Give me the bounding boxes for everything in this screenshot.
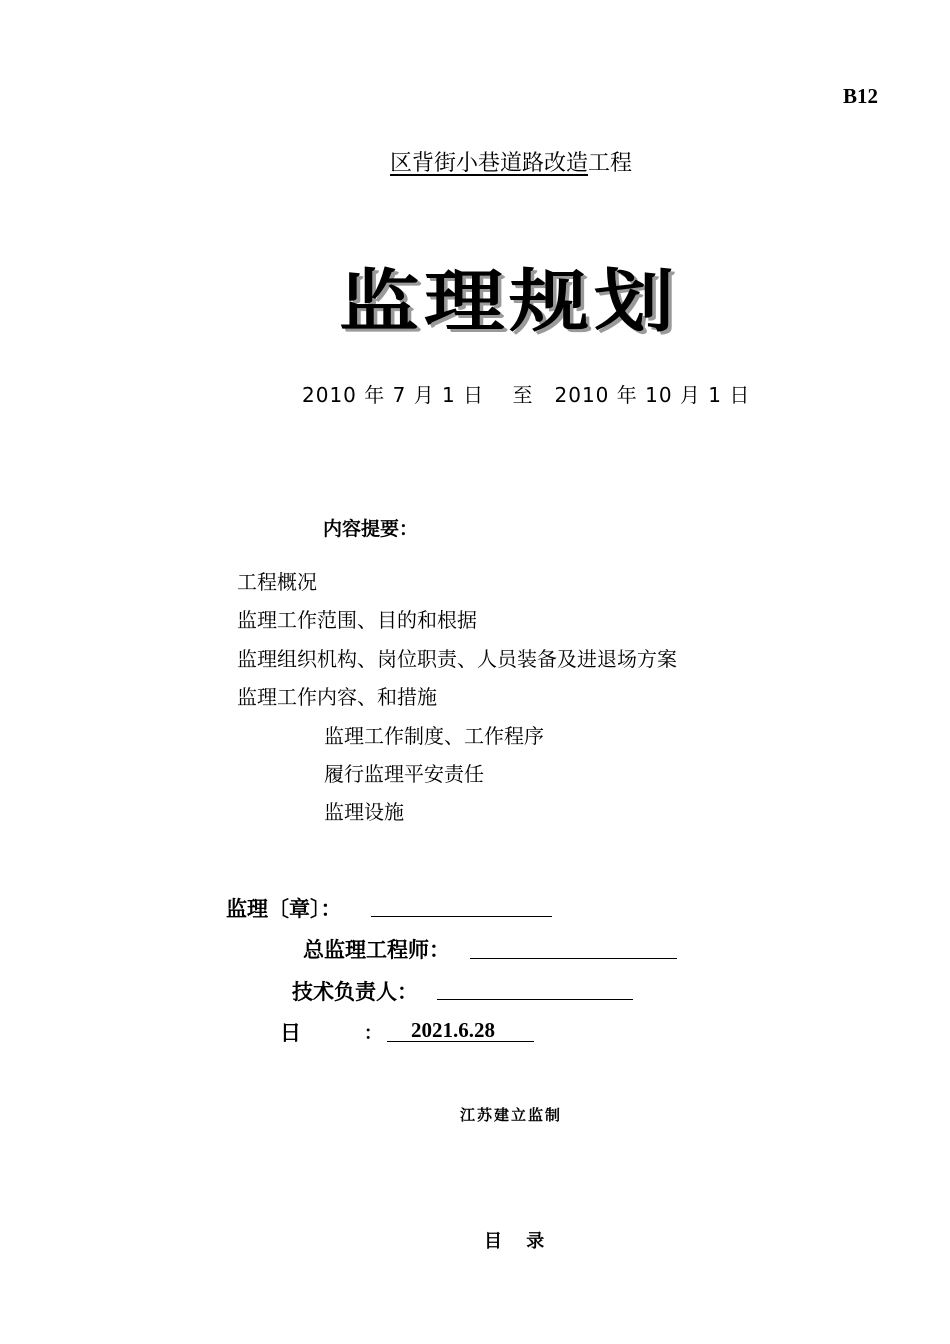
- date-colon: ：: [364, 1023, 382, 1044]
- contents-heading: 目 录: [484, 1231, 545, 1252]
- document-title: 监理规划: [339, 263, 679, 342]
- summary-subitem: 监理工作制度、工作程序: [324, 724, 544, 748]
- project-name-underlined: 区背街小巷道路改造: [389, 151, 588, 176]
- supervision-period: 2010 年 7 月 1 日 至 2010 年 10 月 1 日: [302, 383, 751, 407]
- summary-heading: 内容提要：: [323, 518, 419, 540]
- date-label: 日: [280, 1021, 301, 1045]
- chief-engineer-blank: [470, 958, 677, 959]
- summary-item: 监理工作内容、和措施: [237, 685, 437, 709]
- technical-lead-label: 技术负责人：: [292, 980, 418, 1004]
- issuer: 江苏建立监制: [459, 1106, 562, 1124]
- supervisor-seal-blank: [371, 916, 552, 917]
- summary-item: 工程概况: [237, 570, 317, 594]
- summary-subitem: 履行监理平安责任: [324, 762, 484, 786]
- project-name: [0, 146, 950, 177]
- date-value: 2021.6.28: [411, 1018, 495, 1042]
- summary-item: 监理组织机构、岗位职责、人员装备及进退场方案: [237, 647, 677, 671]
- chief-engineer-label: 总监理工程师：: [303, 938, 450, 962]
- technical-lead-blank: [437, 999, 633, 1000]
- document-code: B12: [842, 84, 878, 108]
- project-name-suffix: 工程: [588, 151, 633, 176]
- summary-item: 监理工作范围、目的和根据: [237, 608, 477, 632]
- summary-subitem: 监理设施: [324, 800, 404, 824]
- supervisor-seal-label: 监理〔章〕：: [226, 897, 342, 921]
